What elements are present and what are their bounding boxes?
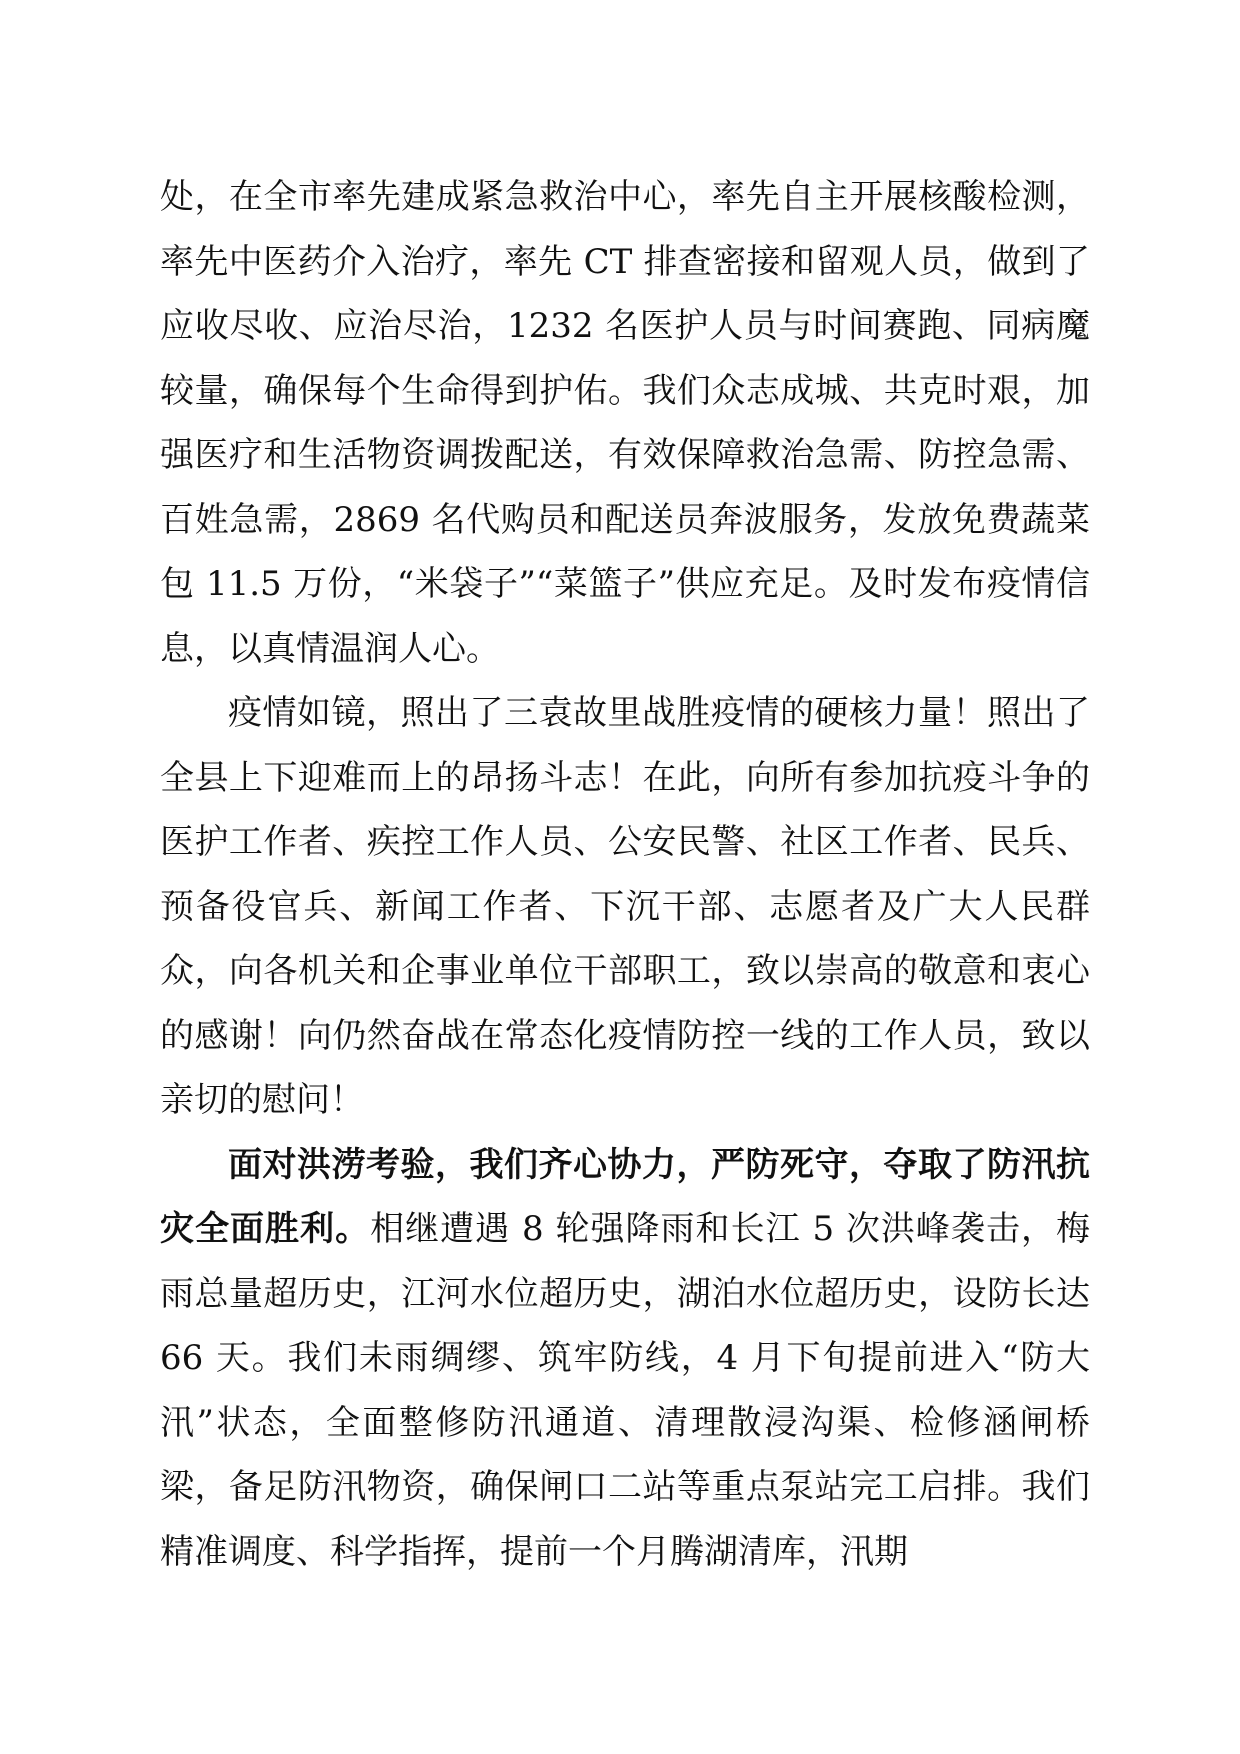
paragraph-text: 相继遭遇 8 轮强降雨和长江 5 次洪峰袭击，梅雨总量超历史，江河水位超历史，湖泊水位超历史，设防长达 66 天。我们未雨绸缪、筑牢防线，4 月下旬提前进入“防大汛”状态，全面整修防汛通道、清理散浸沟渠、检修涵闸桥梁，备足防汛物资，确保闸口二站等重点泵站完工启排。我们精准调度、科学指挥，提前一个月腾湖清库，汛期 (160, 1209, 1091, 1572)
paragraph-epidemic-tribute (160, 681, 1090, 1133)
paragraph-text: 处，在全市率先建成紧急救治中心，率先自主开展核酸检测，率先中医药介入治疗，率先 CT 排查密接和留观人员，做到了应收尽收、应治尽治，1232 名医护人员与时间赛跑、同病魔较量，确保每个生命得到护佑。我们众志成城、共克时艰，加强医疗和生活物资调拨配送，有效保障救治急需、防控急需、百姓急需，2869 名代购员和配送员奔波服务，发放免费蔬菜包 11.5 万份，“米袋子”“菜篮子”供应充足。及时发布疫情信息，以真情温润人心。 (160, 177, 1090, 669)
paragraph-heading: 面对洪涝考验，我们齐心协力，严防死守，夺取了防汛抗灾全面胜利。 (160, 1144, 1090, 1249)
paragraph-flood-control (160, 1133, 1090, 1585)
document-page (160, 165, 1090, 1645)
paragraph-text: 疫情如镜，照出了三袁故里战胜疫情的硬核力量！照出了全县上下迎难而上的昂扬斗志！在此，向所有参加抗疫斗争的医护工作者、疾控工作人员、公安民警、社区工作者、民兵、预备役官兵、新闻工作者、下沉干部、志愿者及广大人民群众，向各机关和企事业单位干部职工，致以崇高的敬意和衷心的感谢！向仍然奋战在常态化疫情防控一线的工作人员，致以亲切的慰问！ (160, 693, 1090, 1120)
paragraph-epidemic-response (160, 165, 1090, 681)
